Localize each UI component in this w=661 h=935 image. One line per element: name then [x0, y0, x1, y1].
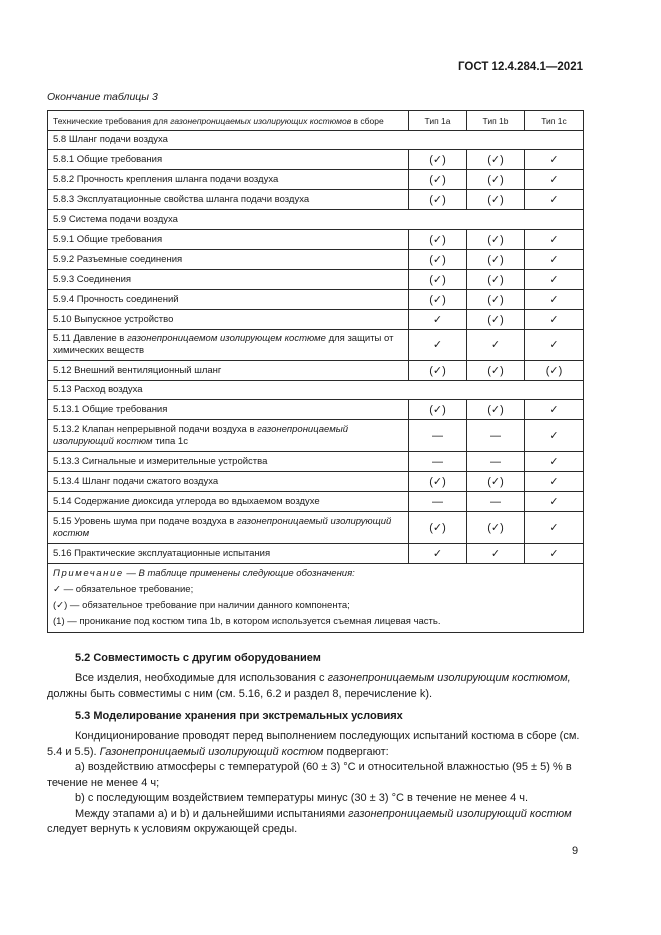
row-label: 5.13.3 Сигнальные и измерительные устройства	[48, 452, 409, 472]
document-id: ГОСТ 12.4.284.1—2021	[458, 61, 583, 73]
type-1a-mark: —	[409, 420, 467, 452]
row-label: 5.13.4 Шланг подачи сжатого воздуха	[48, 472, 409, 492]
row-label: 5.13.1 Общие требования	[48, 400, 409, 420]
table-row	[48, 150, 584, 170]
paragraph-line: Кондиционирование проводят перед выполнением последующих испытаний костюма в сборе (см.	[75, 730, 580, 742]
type-1a-mark: (✓)	[409, 270, 467, 290]
type-1c-mark: ✓	[525, 290, 584, 310]
row-label: 5.8.3 Эксплуатационные свойства шланга подачи воздуха	[48, 190, 409, 210]
type-1c-mark: ✓	[525, 544, 584, 564]
paragraph-line: а) воздействию атмосферы с температурой (60 ± 3) °С и относительной влажностью (95 ± 5) % в	[75, 761, 572, 773]
paragraph-line: следует вернуть к условиям окружающей среды.	[47, 823, 298, 835]
row-label: 5.14 Содержание диоксида углерода во вдыхаемом воздухе	[48, 492, 409, 512]
type-1b-mark: (✓)	[467, 512, 525, 544]
paragraph-line: 5.4 и 5.5). Газонепроницаемый изолирующий костюм подвергают:	[47, 745, 389, 758]
column-header-requirements: Технические требования для газонепроницаемых изолирующих костюмов в сборе	[48, 111, 409, 131]
row-label: 5.10 Выпускное устройство	[48, 310, 409, 330]
table-section-row	[48, 210, 584, 230]
row-label: 5.15 Уровень шума при подаче воздуха в газонепроницаемый изолирующий костюм	[48, 512, 409, 544]
type-1a-mark: (✓)	[409, 250, 467, 270]
table-row	[48, 400, 584, 420]
table-row	[48, 330, 584, 361]
table-row	[48, 270, 584, 290]
table-row	[48, 492, 584, 512]
column-header-type-1a: Тип 1a	[409, 111, 467, 131]
type-1b-mark: (✓)	[467, 230, 525, 250]
type-1c-mark: ✓	[525, 310, 584, 330]
table-note	[48, 564, 584, 633]
table-header-row	[48, 111, 584, 131]
column-header-type-1b: Тип 1b	[467, 111, 525, 131]
type-1b-mark: (✓)	[467, 290, 525, 310]
type-1c-mark: ✓	[525, 170, 584, 190]
section-label: 5.8 Шланг подачи воздуха	[48, 131, 584, 150]
type-1b-mark: (✓)	[467, 400, 525, 420]
table-row	[48, 361, 584, 381]
type-1a-mark: —	[409, 452, 467, 472]
section-label: 5.13 Расход воздуха	[48, 381, 584, 400]
table-section-row	[48, 381, 584, 400]
type-1c-mark: ✓	[525, 420, 584, 452]
table-note-row	[48, 564, 584, 633]
section-5-3-body	[47, 729, 583, 838]
paragraph-line: b) с последующим воздействием температуры минус (30 ± 3) °С в течение не менее 4 ч.	[75, 792, 529, 804]
note-line: (✓) — обязательное требование при наличии данного компонента;	[53, 600, 350, 611]
type-1c-mark: ✓	[525, 250, 584, 270]
type-1a-mark: (✓)	[409, 230, 467, 250]
type-1c-mark: ✓	[525, 452, 584, 472]
row-label: 5.12 Внешний вентиляционный шланг	[48, 361, 409, 381]
type-1a-mark: (✓)	[409, 190, 467, 210]
type-1b-mark: (✓)	[467, 310, 525, 330]
row-label: 5.9.3 Соединения	[48, 270, 409, 290]
type-1b-mark: —	[467, 492, 525, 512]
type-1a-mark: (✓)	[409, 400, 467, 420]
type-1b-mark: ✓	[467, 544, 525, 564]
type-1a-mark: —	[409, 492, 467, 512]
table-row	[48, 420, 584, 452]
note-intro: Примечание — В таблице применены следующие обозначения:	[53, 568, 355, 579]
type-1a-mark: ✓	[409, 310, 467, 330]
type-1a-mark: ✓	[409, 330, 467, 361]
type-1b-mark: —	[467, 452, 525, 472]
row-label: 5.9.2 Разъемные соединения	[48, 250, 409, 270]
type-1c-mark: ✓	[525, 190, 584, 210]
row-label: 5.9.4 Прочность соединений	[48, 290, 409, 310]
type-1b-mark: (✓)	[467, 472, 525, 492]
row-label: 5.16 Практические эксплуатационные испытания	[48, 544, 409, 564]
note-line: ✓ — обязательное требование;	[53, 584, 194, 595]
type-1a-mark: (✓)	[409, 290, 467, 310]
table-row	[48, 250, 584, 270]
section-heading-5-2: 5.2 Совместимость с другим оборудованием	[75, 652, 321, 664]
type-1c-mark: ✓	[525, 230, 584, 250]
paragraph-line: течение не менее 4 ч;	[47, 776, 160, 789]
type-1a-mark: ✓	[409, 544, 467, 564]
table-row	[48, 310, 584, 330]
type-1c-mark: ✓	[525, 150, 584, 170]
row-label: 5.8.2 Прочность крепления шланга подачи воздуха	[48, 170, 409, 190]
section-label: 5.9 Система подачи воздуха	[48, 210, 584, 230]
table-row	[48, 290, 584, 310]
table-caption: Окончание таблицы 3	[47, 91, 158, 103]
column-header-type-1c: Тип 1c	[525, 111, 584, 131]
section-5-2-paragraph: Все изделия, необходимые для использования с газонепроницаемым изолирующим костюмом, должны быть совместимы с ним (см. 5.16, 6.2 и раздел 8, перечисление k).	[47, 672, 571, 700]
table-row	[48, 230, 584, 250]
table-row	[48, 452, 584, 472]
row-label: 5.11 Давление в газонепроницаемом изолирующем костюме для защиты от химических веществ	[48, 330, 409, 361]
requirements-table	[47, 110, 584, 633]
type-1c-mark: ✓	[525, 512, 584, 544]
row-label: 5.13.2 Клапан непрерывной подачи воздуха в газонепроницаемый изолирующий костюм типа 1c	[48, 420, 409, 452]
type-1b-mark: ✓	[467, 330, 525, 361]
type-1b-mark: (✓)	[467, 150, 525, 170]
type-1c-mark: ✓	[525, 270, 584, 290]
type-1a-mark: (✓)	[409, 150, 467, 170]
table-row	[48, 512, 584, 544]
section-heading-5-3: 5.3 Моделирование хранения при экстремальных условиях	[75, 710, 403, 722]
type-1a-mark: (✓)	[409, 170, 467, 190]
page-number: 9	[572, 845, 579, 857]
note-line: (1) — проникание под костюм типа 1b, в котором используется съемная лицевая часть.	[53, 616, 441, 627]
type-1b-mark: (✓)	[467, 361, 525, 381]
table-row	[48, 170, 584, 190]
type-1c-mark: ✓	[525, 400, 584, 420]
table-row	[48, 190, 584, 210]
type-1b-mark: (✓)	[467, 170, 525, 190]
row-label: 5.9.1 Общие требования	[48, 230, 409, 250]
type-1c-mark: ✓	[525, 472, 584, 492]
table-section-row	[48, 131, 584, 150]
type-1b-mark: —	[467, 420, 525, 452]
type-1c-mark: (✓)	[525, 361, 584, 381]
type-1b-mark: (✓)	[467, 250, 525, 270]
type-1a-mark: (✓)	[409, 472, 467, 492]
type-1a-mark: (✓)	[409, 361, 467, 381]
type-1b-mark: (✓)	[467, 190, 525, 210]
type-1b-mark: (✓)	[467, 270, 525, 290]
table-row	[48, 472, 584, 492]
table-row	[48, 544, 584, 564]
paragraph-line: Между этапами а) и b) и дальнейшими испытаниями газонепроницаемый изолирующий костюм	[75, 807, 572, 820]
type-1c-mark: ✓	[525, 330, 584, 361]
type-1c-mark: ✓	[525, 492, 584, 512]
row-label: 5.8.1 Общие требования	[48, 150, 409, 170]
type-1a-mark: (✓)	[409, 512, 467, 544]
